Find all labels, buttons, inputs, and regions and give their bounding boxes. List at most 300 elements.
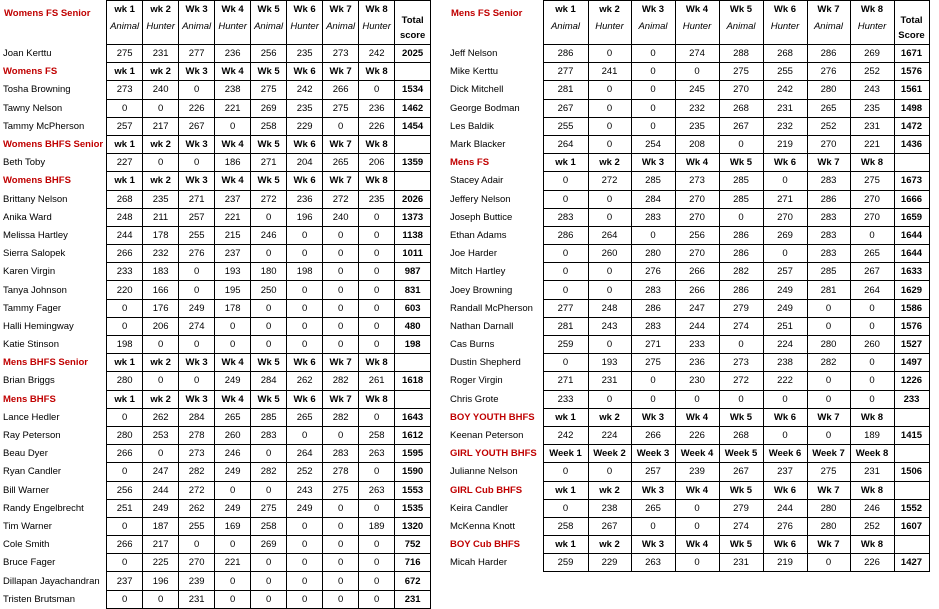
total-header-cell [395, 390, 431, 408]
score-cell: 221 [215, 99, 251, 117]
score-cell: 268 [719, 426, 763, 444]
total-score-cell: 480 [395, 317, 431, 335]
score-cell: 206 [143, 317, 179, 335]
score-cell: 249 [143, 499, 179, 517]
score-cell: 0 [359, 226, 395, 244]
score-cell: 266 [675, 281, 719, 299]
score-cell: 244 [763, 499, 807, 517]
score-cell: 249 [215, 372, 251, 390]
score-cell: 0 [107, 317, 143, 335]
week-header-cell: wk 2 [143, 354, 179, 372]
score-cell: 282 [323, 372, 359, 390]
score-cell: 277 [543, 63, 588, 81]
score-cell: 269 [251, 536, 287, 554]
score-cell: 0 [631, 226, 675, 244]
score-row [0, 517, 431, 535]
score-cell: 0 [107, 408, 143, 426]
score-cell: 0 [850, 390, 894, 408]
score-cell: 267 [850, 263, 894, 281]
week-header-cell: Wk 4 [675, 408, 719, 426]
score-cell: 0 [359, 536, 395, 554]
score-cell: 241 [588, 63, 631, 81]
score-cell: 0 [359, 336, 395, 354]
score-cell: 0 [719, 390, 763, 408]
score-cell: 286 [719, 226, 763, 244]
total-score-cell: 1320 [395, 517, 431, 535]
score-cell: 217 [143, 117, 179, 135]
week-header-cell: Wk 5 [251, 172, 287, 190]
score-cell: 0 [359, 408, 395, 426]
score-cell: 288 [719, 45, 763, 63]
week-header-cell: Wk 5 [719, 408, 763, 426]
score-cell: 166 [143, 281, 179, 299]
score-cell: 263 [359, 481, 395, 499]
score-cell: 245 [675, 81, 719, 99]
score-cell: 246 [850, 499, 894, 517]
score-cell: 187 [143, 517, 179, 535]
score-cell: 0 [631, 372, 675, 390]
score-cell: 193 [215, 263, 251, 281]
score-cell: 189 [850, 426, 894, 444]
score-cell: 0 [588, 117, 631, 135]
score-cell: 272 [719, 372, 763, 390]
week-header-cell: wk 1 [543, 481, 588, 499]
score-cell: 220 [107, 281, 143, 299]
total-score-cell: 1498 [894, 99, 929, 117]
total-score-cell: 1534 [395, 81, 431, 99]
score-cell: 0 [588, 45, 631, 63]
week-label: Wk 8 [365, 4, 388, 15]
week-header-cell: wk 2 [588, 408, 631, 426]
score-cell: 264 [543, 135, 588, 153]
score-cell: 0 [143, 336, 179, 354]
week-header-cell [543, 1, 588, 45]
competitor-name: Joey Browning [450, 284, 513, 296]
total-score-cell: 1576 [894, 317, 929, 335]
section-header-row [0, 390, 431, 408]
score-cell: 0 [588, 263, 631, 281]
score-cell: 264 [287, 445, 323, 463]
score-cell: 221 [215, 554, 251, 572]
category-label: Animal [726, 21, 756, 32]
score-cell: 183 [143, 263, 179, 281]
score-cell: 0 [323, 499, 359, 517]
score-cell: 0 [251, 590, 287, 608]
score-cell: 0 [631, 63, 675, 81]
score-cell: 0 [588, 190, 631, 208]
score-cell: 266 [323, 81, 359, 99]
score-cell: 0 [287, 536, 323, 554]
score-cell: 211 [143, 208, 179, 226]
score-cell: 0 [287, 336, 323, 354]
week-header-cell: wk 2 [588, 536, 631, 554]
score-cell: 274 [719, 317, 763, 335]
score-cell: 235 [359, 190, 395, 208]
score-cell: 0 [323, 281, 359, 299]
score-cell: 237 [215, 245, 251, 263]
score-cell: 233 [107, 263, 143, 281]
score-row [447, 226, 929, 244]
score-cell: 272 [588, 172, 631, 190]
score-cell: 0 [287, 554, 323, 572]
week-label: Wk 6 [293, 4, 316, 15]
competitor-name: Bruce Fager [3, 557, 56, 569]
score-cell: 281 [807, 281, 850, 299]
score-cell: 280 [107, 372, 143, 390]
score-cell: 270 [807, 135, 850, 153]
score-cell: 0 [107, 99, 143, 117]
score-row [0, 481, 431, 499]
score-cell: 272 [251, 190, 287, 208]
score-cell: 0 [251, 299, 287, 317]
week-header-cell: Wk 5 [719, 481, 763, 499]
score-cell: 250 [251, 281, 287, 299]
section-header-row [447, 154, 929, 172]
score-cell: 278 [323, 463, 359, 481]
category-label: Animal [638, 21, 668, 32]
score-cell: 282 [179, 463, 215, 481]
week-header-cell: Wk 6 [287, 354, 323, 372]
score-row [447, 372, 929, 390]
score-cell: 231 [763, 99, 807, 117]
score-cell: 258 [251, 517, 287, 535]
score-cell: 0 [543, 190, 588, 208]
week-header-cell: wk 1 [107, 390, 143, 408]
score-cell: 269 [850, 45, 894, 63]
score-row [447, 172, 929, 190]
score-cell: 0 [359, 81, 395, 99]
score-cell: 262 [287, 372, 323, 390]
week-header-cell: Wk 6 [287, 390, 323, 408]
score-cell: 264 [850, 281, 894, 299]
score-cell: 238 [763, 354, 807, 372]
category-label: Hunter [595, 21, 624, 32]
total-score-cell: 1644 [894, 226, 929, 244]
total-score-cell: 1612 [395, 426, 431, 444]
score-cell: 242 [543, 426, 588, 444]
score-cell: 176 [143, 299, 179, 317]
score-cell: 269 [251, 99, 287, 117]
score-cell: 253 [143, 426, 179, 444]
week-header-cell: Wk 8 [359, 354, 395, 372]
score-cell: 0 [323, 554, 359, 572]
score-cell: 271 [631, 336, 675, 354]
total-score-cell: 1454 [395, 117, 431, 135]
score-cell: 0 [543, 245, 588, 263]
score-cell: 283 [631, 317, 675, 335]
total-score-cell: 1644 [894, 245, 929, 263]
score-cell: 0 [215, 117, 251, 135]
week-header-cell: Wk 4 [215, 390, 251, 408]
score-cell: 274 [179, 317, 215, 335]
competitor-name: Sierra Salopek [3, 248, 66, 260]
competitor-name: Joan Kerttu [3, 48, 52, 60]
score-cell: 0 [719, 208, 763, 226]
week-label: Wk 3 [185, 4, 208, 15]
score-cell: 280 [807, 517, 850, 535]
week-header-cell [179, 1, 215, 45]
score-cell: 254 [631, 135, 675, 153]
score-cell: 273 [323, 45, 359, 63]
competitor-name: Les Baldik [450, 120, 494, 132]
score-cell: 282 [323, 408, 359, 426]
score-cell: 0 [631, 81, 675, 99]
week-header-cell [807, 1, 850, 45]
score-cell: 283 [807, 226, 850, 244]
score-cell: 0 [763, 390, 807, 408]
competitor-name: Ryan Candler [3, 466, 62, 478]
score-cell: 244 [107, 226, 143, 244]
score-cell: 0 [763, 426, 807, 444]
score-cell: 198 [107, 336, 143, 354]
competitor-name: Brittany Nelson [3, 193, 68, 205]
score-cell: 267 [543, 99, 588, 117]
competitor-name: Tammy Fager [3, 302, 62, 314]
section-title: Womens FS Senior [4, 7, 91, 19]
week-header-cell [107, 1, 143, 45]
competitor-name: Beth Toby [3, 157, 46, 169]
total-header-cell [395, 354, 431, 372]
competitor-name: Mitch Hartley [450, 266, 506, 278]
score-cell: 0 [359, 208, 395, 226]
category-label: Hunter [218, 21, 247, 32]
week-header-cell: Wk 7 [807, 408, 850, 426]
week-header-cell: Wk 6 [763, 154, 807, 172]
score-cell: 227 [107, 154, 143, 172]
week-header-cell: Week 7 [807, 445, 850, 463]
score-row [0, 263, 431, 281]
week-header-cell [588, 1, 631, 45]
week-header-cell: Wk 3 [631, 536, 675, 554]
score-cell: 0 [763, 172, 807, 190]
score-cell: 266 [631, 426, 675, 444]
score-row [447, 45, 929, 63]
score-cell: 0 [287, 317, 323, 335]
score-cell: 0 [850, 354, 894, 372]
score-cell: 0 [807, 299, 850, 317]
score-cell: 259 [543, 554, 588, 572]
total-header-cell [395, 135, 431, 153]
score-cell: 238 [215, 81, 251, 99]
week-header-cell: wk 1 [107, 135, 143, 153]
score-cell: 265 [287, 408, 323, 426]
score-cell: 0 [215, 317, 251, 335]
score-cell: 284 [179, 408, 215, 426]
score-cell: 178 [143, 226, 179, 244]
score-cell: 0 [675, 390, 719, 408]
competitor-name: Anika Ward [3, 211, 52, 223]
score-cell: 264 [588, 226, 631, 244]
score-cell: 286 [719, 245, 763, 263]
section-header-row [447, 445, 929, 463]
score-cell: 0 [323, 226, 359, 244]
score-cell: 271 [179, 190, 215, 208]
score-cell: 270 [675, 245, 719, 263]
total-score-cell: 2026 [395, 190, 431, 208]
score-row [0, 299, 431, 317]
score-cell: 249 [179, 299, 215, 317]
score-cell: 286 [719, 281, 763, 299]
score-cell: 247 [143, 463, 179, 481]
week-header-cell: Wk 5 [251, 354, 287, 372]
score-cell: 265 [807, 99, 850, 117]
score-cell: 274 [719, 517, 763, 535]
score-cell: 286 [543, 45, 588, 63]
score-cell: 0 [287, 245, 323, 263]
score-cell: 248 [107, 208, 143, 226]
total-header-cell [894, 445, 929, 463]
score-cell: 204 [287, 154, 323, 172]
score-cell: 0 [323, 426, 359, 444]
total-score-cell: 1643 [395, 408, 431, 426]
score-cell: 0 [359, 554, 395, 572]
score-row [0, 81, 431, 99]
week-header-cell: Wk 7 [323, 63, 359, 81]
score-cell: 282 [251, 463, 287, 481]
score-cell: 266 [107, 445, 143, 463]
score-cell: 0 [588, 390, 631, 408]
score-cell: 219 [763, 554, 807, 572]
total-score-cell: 1138 [395, 226, 431, 244]
week-header-cell: Wk 4 [675, 154, 719, 172]
score-cell: 278 [179, 426, 215, 444]
score-cell: 243 [588, 317, 631, 335]
score-cell: 258 [359, 426, 395, 444]
score-row [447, 299, 929, 317]
score-cell: 0 [323, 517, 359, 535]
score-cell: 0 [359, 263, 395, 281]
score-cell: 283 [251, 426, 287, 444]
week-header-cell: Wk 8 [359, 172, 395, 190]
score-cell: 274 [675, 45, 719, 63]
week-header-cell: wk 1 [543, 408, 588, 426]
score-cell: 233 [543, 390, 588, 408]
score-cell: 226 [850, 554, 894, 572]
week-header-cell: Week 4 [675, 445, 719, 463]
score-row [447, 99, 929, 117]
score-row [0, 590, 431, 608]
score-cell: 244 [143, 481, 179, 499]
score-cell: 0 [107, 554, 143, 572]
total-score-cell: 1497 [894, 354, 929, 372]
score-cell: 0 [179, 281, 215, 299]
total-score-cell: 1586 [894, 299, 929, 317]
week-header-cell: wk 2 [143, 135, 179, 153]
score-cell: 239 [179, 572, 215, 590]
week-header-cell: Wk 6 [287, 63, 323, 81]
week-label: Wk 4 [221, 4, 244, 15]
total-score-cell: 1673 [894, 172, 929, 190]
score-cell: 236 [215, 45, 251, 63]
section-header-row [447, 536, 929, 554]
section-title: Womens FS [3, 66, 58, 78]
total-label: Total [401, 15, 424, 26]
competitor-name: Tristen Brutsman [3, 593, 75, 605]
score-cell: 275 [631, 354, 675, 372]
score-cell: 0 [215, 572, 251, 590]
score-cell: 0 [179, 536, 215, 554]
competitor-name: Beau Dyer [3, 448, 48, 460]
week-header-cell [251, 1, 287, 45]
score-cell: 249 [287, 499, 323, 517]
score-cell: 286 [807, 45, 850, 63]
week-label: Wk 7 [329, 4, 352, 15]
score-cell: 0 [287, 226, 323, 244]
score-cell: 0 [179, 263, 215, 281]
total-score-cell: 1427 [894, 554, 929, 572]
score-cell: 0 [631, 117, 675, 135]
week-header-cell: Wk 7 [807, 481, 850, 499]
score-cell: 231 [719, 554, 763, 572]
score-cell: 0 [719, 336, 763, 354]
score-cell: 277 [543, 299, 588, 317]
score-cell: 275 [807, 463, 850, 481]
score-cell: 260 [215, 426, 251, 444]
week-header-cell [143, 1, 179, 45]
score-cell: 198 [287, 263, 323, 281]
total-score-cell: 1527 [894, 336, 929, 354]
section-header-row [0, 354, 431, 372]
score-cell: 273 [675, 172, 719, 190]
week-header-cell: Week 2 [588, 445, 631, 463]
score-row [0, 99, 431, 117]
score-cell: 244 [675, 317, 719, 335]
left-scores-table [0, 0, 431, 609]
total-header-cell [894, 408, 929, 426]
week-header-cell: Wk 8 [850, 481, 894, 499]
score-cell: 237 [215, 190, 251, 208]
score-cell: 240 [143, 81, 179, 99]
score-cell: 249 [763, 299, 807, 317]
total-score-cell: 231 [395, 590, 431, 608]
total-score-cell: 1618 [395, 372, 431, 390]
score-cell: 0 [850, 226, 894, 244]
score-cell: 0 [588, 81, 631, 99]
score-cell: 246 [215, 445, 251, 463]
score-cell: 0 [359, 590, 395, 608]
score-cell: 235 [143, 190, 179, 208]
week-header-cell: wk 1 [543, 154, 588, 172]
score-cell: 268 [719, 99, 763, 117]
score-row [0, 117, 431, 135]
section-title: BOY Cub BHFS [450, 539, 521, 551]
score-cell: 0 [323, 317, 359, 335]
week-header-cell: Wk 3 [179, 135, 215, 153]
competitor-name: Jeff Nelson [450, 48, 498, 60]
score-cell: 0 [179, 81, 215, 99]
total-score-cell: 1629 [894, 281, 929, 299]
section-title: Womens BHFS Senior [3, 139, 104, 151]
score-label: score [399, 30, 426, 41]
week-header-cell: Week 8 [850, 445, 894, 463]
score-row [0, 445, 431, 463]
score-cell: 235 [675, 117, 719, 135]
total-header-cell [395, 172, 431, 190]
score-cell: 236 [675, 354, 719, 372]
total-header-cell [894, 154, 929, 172]
score-cell: 0 [588, 208, 631, 226]
score-cell: 266 [675, 263, 719, 281]
total-score-cell: 1359 [395, 154, 431, 172]
score-row [447, 463, 929, 481]
score-row [447, 63, 929, 81]
score-cell: 284 [251, 372, 287, 390]
week-header-cell: Wk 4 [215, 135, 251, 153]
score-cell: 285 [719, 190, 763, 208]
competitor-name: Halli Hemingway [3, 320, 74, 332]
score-row [447, 208, 929, 226]
competitor-name: Cas Burns [450, 339, 495, 351]
